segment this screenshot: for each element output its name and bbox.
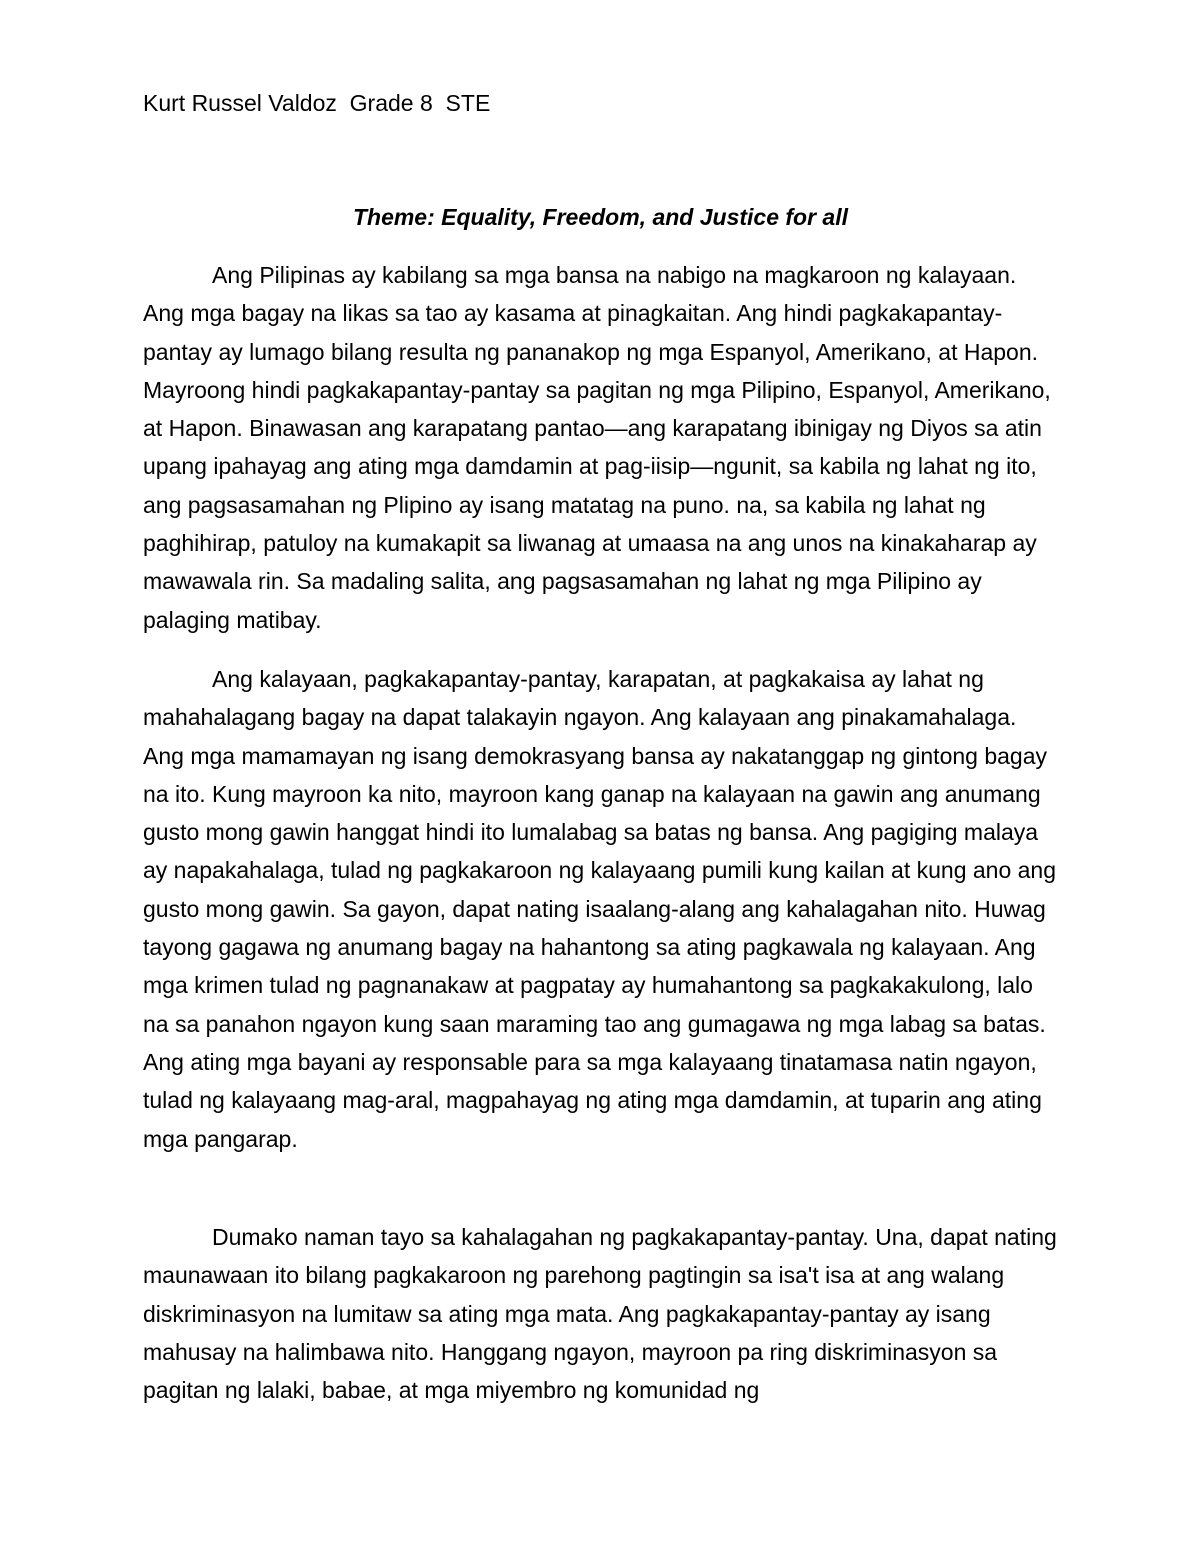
paragraph-1: Ang Pilipinas ay kabilang sa mga bansa na nabigo na magkaroon ng kalayaan. Ang mga bagay na likas sa tao ay kasama at pinagkaitan. Ang hindi pagkakapantay-pantay ay lumago bilang resulta ng pananakop ng mga Espanyol, Amerikano, at Hapon. Mayroong hindi pagkakapantay-pantay sa pagitan ng mga Pilipino, Espanyol, Amerikano, at Hapon. Binawasan ang karapatang pantao—ang karapatang ibinigay ng Diyos sa atin upang ipahayag ang ating mga damdamin at pag-iisip—ngunit, sa kabila ng lahat ng ito, ang pagsasamahan ng Plipino ay isang matatag na puno. na, sa kabila ng lahat ng paghihirap, patuloy na kumakapit sa liwanag at umaasa na ang unos na kinakaharap ay mawawala rin. Sa madaling salita, ang pagsasamahan ng lahat ng mga Pilipino ay palaging matibay. bbox=[143, 262, 1051, 633]
author-header: Kurt Russel Valdoz Grade 8 STE bbox=[143, 90, 491, 116]
essay-title: Theme: Equality, Freedom, and Justice for all bbox=[352, 204, 849, 230]
paragraph-2: Ang kalayaan, pagkakapantay-pantay, karapatan, at pagkakaisa ay lahat ng mahahalagang bagay na dapat talakayin ngayon. Ang kalayaan ang pinakamahalaga. Ang mga mamamayan ng isang demokrasyang bansa ay nakatanggap ng gintong bagay na ito. Kung mayroon ka nito, mayroon kang ganap na kalayaan na gawin ang anumang gusto mong gawin hanggat hindi ito lumalabag sa batas ng bansa. Ang pagiging malaya ay napakahalaga, tulad ng pagkakaroon ng kalayaang pumili kung kailan at kung ano ang gusto mong gawin. Sa gayon, dapat nating isaalang-alang ang kahalagahan nito. Huwag tayong gagawa ng anumang bagay na hahantong sa ating pagkawala ng kalayaan. Ang mga krimen tulad ng pagnanakaw at pagpatay ay humahantong sa pagkakakulong, lalo na sa panahon ngayon kung saan maraming tao ang gumagawa ng mga labag sa batas. Ang ating mga bayani ay responsable para sa mga kalayaang tinatamasa natin ngayon, tulad ng kalayaang mag-aral, magpahayag ng ating mga damdamin, at tuparin ang ating mga pangarap. bbox=[143, 666, 1057, 1152]
paragraph-3: Dumako naman tayo sa kahalagahan ng pagkakapantay-pantay. Una, dapat nating maunawaan ito bilang pagkakaroon ng parehong pagtingin sa isa't isa at ang walang diskriminasyon na lumitaw sa ating mga mata. Ang pagkakapantay-pantay ay isang mahusay na halimbawa nito. Hanggang ngayon, mayroon pa ring diskriminasyon sa pagitan ng lalaki, babae, at mga miyembro ng komunidad ng bbox=[143, 1224, 1057, 1404]
